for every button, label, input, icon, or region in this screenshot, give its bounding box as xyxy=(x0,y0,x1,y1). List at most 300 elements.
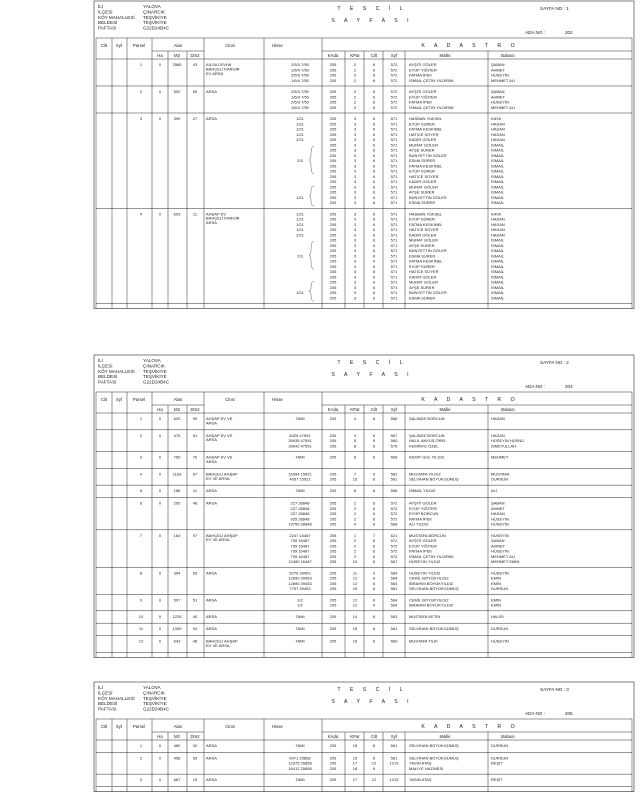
sayfa-value: 571 xyxy=(390,152,398,158)
baba-name: İSMAİL xyxy=(491,189,505,195)
owner-line xyxy=(296,217,505,222)
kpar-value: 15 xyxy=(352,476,358,482)
hisse-value: TAMI xyxy=(295,743,305,748)
malik-name: FATMA İPEK xyxy=(409,548,433,554)
hisse-value: 2/21 xyxy=(296,232,304,238)
parsel-number: 9 xyxy=(139,597,143,603)
malik-name: AYŞİTİ GÖLER xyxy=(409,62,437,67)
col-parsel: Parsel xyxy=(132,724,146,729)
owner-line xyxy=(330,174,505,179)
kada-value: 205 xyxy=(329,163,337,169)
sayfa-value: 572 xyxy=(390,538,398,544)
malik-name: AYŞİTİ GÖLER xyxy=(409,500,437,506)
malik-name: FATMA KESKİNEL xyxy=(409,221,443,227)
page-number: SAYFA NO : 2 xyxy=(540,360,569,365)
alan-dm2: 53 xyxy=(192,570,198,576)
malik-name: EYÜP YİĞİTER xyxy=(409,94,437,100)
cinsi-text: ARSA xyxy=(206,597,217,603)
baba-name: DURSUN xyxy=(491,755,509,761)
alan-ha: 0 xyxy=(158,532,162,538)
malik-name: FATMA İPEK xyxy=(409,72,433,78)
page-number: SAYFA NO : 1 xyxy=(540,6,569,11)
cilt-value: 6 xyxy=(372,137,376,142)
alan-ha: 0 xyxy=(158,62,162,67)
kada-value: 205 xyxy=(329,274,337,280)
cilt-value: 6 xyxy=(372,242,376,248)
baba-name: HÜSEYİN xyxy=(491,532,509,538)
parsel-number: 2 xyxy=(139,432,143,438)
sayfa-value: 572 xyxy=(390,505,398,511)
owner-line xyxy=(330,280,505,285)
kpar-value: 3 xyxy=(353,179,357,184)
cilt-value: 6 xyxy=(372,279,376,285)
malik-name: AYŞİTİ GÖLER xyxy=(409,89,437,94)
owner-line xyxy=(288,443,516,448)
alan-m2: 1226 xyxy=(172,613,182,619)
owner-line xyxy=(330,259,505,264)
kada-value: 205 xyxy=(329,142,337,148)
cilt-value: 6 xyxy=(372,755,376,761)
baba-name: İSMAİL xyxy=(491,248,505,253)
col-kpar: KPar xyxy=(350,734,360,739)
col-m2: M2 xyxy=(174,407,180,412)
owner-line xyxy=(291,511,505,516)
kpar-value: 3 xyxy=(353,142,357,148)
baba-name: İSMAİL xyxy=(491,242,505,248)
owner-line xyxy=(296,195,505,200)
kpar-value: 4 xyxy=(353,432,357,438)
cilt-value: 6 xyxy=(372,559,376,565)
kada-value: 205 xyxy=(329,72,337,78)
cilt-value: 6 xyxy=(372,553,376,559)
hisse-value: 12975 25858 xyxy=(288,760,312,766)
table-row xyxy=(139,639,509,648)
header-label: PAFTASI xyxy=(98,25,117,31)
owner-line xyxy=(295,416,505,421)
baba-name: ALİ xyxy=(491,488,498,494)
sayfa-value: 1219 xyxy=(389,777,399,783)
owner-line xyxy=(296,132,505,137)
alan-dm2: 43 xyxy=(192,62,198,67)
kada-value: 205 xyxy=(329,258,337,264)
sayfa-value: 575 xyxy=(390,443,398,449)
alan-dm2: 40 xyxy=(192,613,198,619)
table-row xyxy=(140,488,497,493)
baba-name: EMİN xyxy=(491,580,501,586)
cilt-value: 6 xyxy=(372,613,376,619)
owner-line xyxy=(297,253,505,258)
owner-line xyxy=(330,169,505,174)
col-malik: Maliki xyxy=(439,53,451,58)
baba-name: İSMAİL xyxy=(491,142,505,148)
cilt-value: 6 xyxy=(372,580,376,586)
parsel-number: 1 xyxy=(139,62,143,67)
alan-m2: 667 xyxy=(173,777,181,783)
alan-dm2: 11 xyxy=(192,488,198,494)
table-row xyxy=(140,211,505,301)
baba-name: HALİSİ xyxy=(491,613,504,619)
grouping-brace xyxy=(309,241,314,269)
malik-name: SELVİHAN BÖYÜKGÜMÜŞ xyxy=(409,743,459,748)
sayfa-value: 571 xyxy=(390,237,398,243)
baba-name: EMİN xyxy=(491,575,501,581)
malik-name: İSMAİL ÇETİN YILDIRIM xyxy=(409,104,454,110)
ada-label: ADA NO : xyxy=(525,711,545,716)
cilt-value: 6 xyxy=(372,126,376,132)
cilt-value: 12 xyxy=(371,760,377,766)
baba-name: HÜSEYİN HÜSNÜ xyxy=(491,438,525,444)
header-label: İLİ xyxy=(98,358,104,363)
hisse-value: 1/6/4 7/50 xyxy=(291,77,309,83)
baba-name: AHMET xyxy=(491,505,505,511)
alan-ha: 0 xyxy=(158,432,162,438)
header-value: TEŞVİKİYE xyxy=(143,368,167,374)
hisse-value: 1/21 xyxy=(296,227,304,232)
header-label: PAFTASI xyxy=(98,379,117,385)
cilt-value: 6 xyxy=(372,232,376,238)
sayfa-value: 572 xyxy=(390,500,398,506)
sayfa-value: 572 xyxy=(390,104,398,110)
hisse-value: 2/5/3 7/50 xyxy=(291,89,309,94)
owner-line xyxy=(288,438,524,443)
kada-value: 205 xyxy=(329,62,337,67)
cilt-value: 12 xyxy=(371,777,377,783)
hisse-value: 2247 16487 xyxy=(289,532,311,538)
cilt-value: 6 xyxy=(372,295,376,301)
cilt-value: 6 xyxy=(372,269,376,274)
kpar-value: 6 xyxy=(353,454,357,460)
hisse-value: 1/21 xyxy=(296,211,304,217)
hisse-value: 5276 39453 xyxy=(289,570,311,576)
kpar-value: 3 xyxy=(353,290,357,295)
kpar-value: 15 xyxy=(352,755,358,761)
baba-name: KAYA xyxy=(491,116,502,121)
cilt-value: 6 xyxy=(372,538,376,544)
baba-name: HASAN xyxy=(491,511,505,517)
sayfa-value: 572 xyxy=(390,67,398,73)
kada-value: 205 xyxy=(329,248,337,253)
malik-name: BÜNYETTİN GÖLER xyxy=(409,194,447,200)
baba-name: REŞİT xyxy=(491,760,503,766)
kpar-value: 3 xyxy=(353,126,357,132)
cilt-value: 6 xyxy=(372,131,376,137)
cinsi-text: ARSA xyxy=(206,743,217,748)
table-row xyxy=(140,433,524,449)
baba-name: ŞABAN xyxy=(491,538,505,544)
baba-name: İSMAİL xyxy=(491,290,505,295)
kada-value: 205 xyxy=(329,121,337,127)
kpar-value: 15 xyxy=(352,743,358,748)
hisse-value: 26935 47591 xyxy=(288,438,312,444)
hisse-value: 1/6/4 7/50 xyxy=(291,104,309,110)
cilt-value: 6 xyxy=(372,121,376,127)
kada-value: 205 xyxy=(329,237,337,243)
sayfa-value: 564 xyxy=(390,580,398,586)
kpar-value: 2 xyxy=(353,548,357,554)
malik-name: HATİCE SOYER xyxy=(409,227,439,232)
cilt-value: 6 xyxy=(372,189,376,195)
owner-line xyxy=(289,570,508,575)
register-subtitle: S A Y F A S I xyxy=(331,18,413,24)
baba-name: DURSUN xyxy=(491,586,509,592)
sayfa-value: 560 xyxy=(390,438,398,444)
col-cilt2: Cilt xyxy=(370,407,378,412)
kpar-value: 3 xyxy=(353,147,357,153)
alan-m2: 620 xyxy=(173,416,181,421)
alan-dm2: 11 xyxy=(192,211,198,217)
sayfa-value: 571 xyxy=(390,248,398,253)
col-baba: Babası xyxy=(501,734,515,739)
alan-m2: 394 xyxy=(173,570,181,576)
kada-value: 205 xyxy=(329,760,337,766)
kpar-value: 2 xyxy=(353,516,357,522)
cilt-value: 6 xyxy=(372,505,376,511)
hisse-value: TAMI xyxy=(295,613,305,619)
kada-value: 205 xyxy=(329,511,337,517)
cilt-value: 6 xyxy=(372,488,376,494)
hisse-value: 2/5/3 7/50 xyxy=(291,99,309,105)
cilt-value: 6 xyxy=(372,521,376,527)
hisse-value: 4057 15921 xyxy=(289,476,311,482)
header-label: KÖY MAHALLESİ xyxy=(98,14,135,20)
hisse-value: 6471 25858 xyxy=(289,755,311,761)
kpar-value: 12 xyxy=(352,575,358,581)
cinsi-text: ARSA xyxy=(206,488,217,494)
kada-value: 205 xyxy=(329,532,337,538)
register-title: T E S C İ L xyxy=(337,6,407,12)
parsel-number: 3 xyxy=(139,454,143,460)
kada-value: 205 xyxy=(329,173,337,179)
kpar-value: 17 xyxy=(352,760,358,766)
table-row xyxy=(139,614,504,619)
cilt-value: 6 xyxy=(372,263,376,269)
sayfa-value: 572 xyxy=(390,553,398,559)
malik-name: İBRAHİM BÖYÜKYILDIZ xyxy=(409,602,454,608)
baba-name: MEHMET EMİN xyxy=(491,559,520,565)
malik-name: ESMA SÜRER xyxy=(409,253,436,259)
cilt-value: 6 xyxy=(372,163,376,169)
alan-dm2: 99 xyxy=(192,416,198,421)
baba-name: HASAN xyxy=(491,126,505,132)
cilt-value: 6 xyxy=(372,62,376,67)
hisse-value: 227 28848 xyxy=(290,500,310,506)
baba-name: İSMAİL xyxy=(491,269,505,274)
col-sayfa2: Syf xyxy=(390,53,398,58)
owner-line xyxy=(291,549,509,554)
owner-line xyxy=(296,290,505,295)
kpar-value: 2 xyxy=(353,94,357,100)
kpar-value: 3 xyxy=(353,227,357,232)
ada-number: 202 xyxy=(565,30,573,35)
malik-name: SELVİHAN BÖYÜKGÜMÜŞ xyxy=(409,476,459,482)
hisse-value: 739 16487 xyxy=(290,543,310,549)
hisse-value: 1/2 xyxy=(297,597,303,603)
sayfa-value: 561 xyxy=(390,476,398,482)
owner-line xyxy=(296,116,501,121)
cilt-value: 9 xyxy=(372,765,376,771)
kada-value: 205 xyxy=(329,471,337,477)
cinsi-text: ARSA xyxy=(206,626,217,632)
malik-name: MUSTAFA KETİN xyxy=(409,613,441,619)
cilt-value: 6 xyxy=(372,575,376,581)
hisse-value: 2/3 xyxy=(297,158,303,163)
baba-name: İSMAİL xyxy=(491,147,505,153)
baba-name: İSMAİL xyxy=(491,274,505,280)
sayfa-value: 571 xyxy=(390,158,398,163)
sayfa-value: 571 xyxy=(390,137,398,142)
kpar-value: 3 xyxy=(353,163,357,169)
cilt-value: 6 xyxy=(372,179,376,184)
hisse-value: 1/21 xyxy=(296,116,304,121)
kada-value: 205 xyxy=(329,221,337,227)
baba-name: İSMAİL xyxy=(491,173,505,179)
malik-name: ŞALİNDE BORCUN xyxy=(409,432,445,438)
sayfa-value: 571 xyxy=(390,142,398,148)
sayfa-value: 556 xyxy=(390,488,398,494)
cinsi-text: ARSA xyxy=(206,89,217,94)
baba-name: HÜSEYİN xyxy=(491,548,509,554)
cilt-value: 6 xyxy=(372,516,376,522)
kpar-value: 14 xyxy=(352,613,358,619)
alan-ha: 0 xyxy=(158,570,162,576)
sayfa-value: 568 xyxy=(390,454,398,460)
owner-line xyxy=(289,433,504,438)
malik-name: İSMAİL YILDIZ xyxy=(409,488,436,494)
owner-line xyxy=(289,533,508,538)
malik-name: AYŞE SÜRER xyxy=(409,189,435,195)
cilt-value: 6 xyxy=(372,99,376,105)
sayfa-value: 560 xyxy=(390,638,398,644)
col-hisse: Hisse xyxy=(272,724,283,729)
sayfa-value: 571 xyxy=(390,274,398,280)
kada-value: 205 xyxy=(329,626,337,632)
hisse-value: 1/21 xyxy=(296,126,304,132)
malik-name: SELVİHAN BÖYÜKGÜMÜŞ xyxy=(409,626,459,632)
kpar-value: 2 xyxy=(353,553,357,559)
cilt-value: 6 xyxy=(372,227,376,232)
cilt-value: 6 xyxy=(372,500,376,506)
baba-name: İSMAİL xyxy=(491,163,505,169)
alan-dm2: 48 xyxy=(192,638,198,644)
kpar-value: 3 xyxy=(353,253,357,259)
kpar-value: 3 xyxy=(353,232,357,238)
kada-value: 205 xyxy=(329,500,337,506)
ada-number: 205 xyxy=(565,711,573,716)
sayfa-value: 571 xyxy=(390,232,398,238)
kada-value: 205 xyxy=(329,505,337,511)
cinsi-text: BAHÇELİ AHŞAP EV VE ARSA xyxy=(206,638,238,648)
kada-value: 205 xyxy=(329,242,337,248)
kpar-value: 2 xyxy=(353,505,357,511)
cilt-value: 7 xyxy=(372,532,376,538)
kpar-value: 16 xyxy=(352,638,358,644)
baba-name: HASAN xyxy=(491,232,505,238)
kpar-value: 3 xyxy=(353,263,357,269)
header-label: İLİ xyxy=(98,4,104,9)
malik-name: AYŞİTİ GÖLER xyxy=(409,538,437,544)
malik-name: KEMİT GÖL YILDIZ xyxy=(409,454,445,460)
cilt-value: 6 xyxy=(372,274,376,280)
baba-name: İSMAİL xyxy=(491,179,505,184)
sayfa-value: 561 xyxy=(390,743,398,748)
sayfa-value: 568 xyxy=(390,521,398,527)
cilt-value: 6 xyxy=(372,147,376,153)
kpar-value: 8 xyxy=(353,443,357,449)
baba-name: HÜSEYİN xyxy=(491,99,509,105)
header-label: BELDESİ xyxy=(98,20,118,26)
col-hisse: Hisse xyxy=(272,397,283,402)
kpar-value: 2 xyxy=(353,511,357,517)
owner-line xyxy=(295,455,509,460)
baba-name: İSMAİL xyxy=(491,253,505,259)
sayfa-value: 571 xyxy=(390,279,398,285)
malik-name: BÜNYETTİN GÖLER xyxy=(409,152,447,158)
kpar-value: 3 xyxy=(353,274,357,280)
kada-value: 205 xyxy=(329,269,337,274)
baba-name: ŞABAN xyxy=(491,62,505,67)
table-row xyxy=(140,116,505,206)
alan-m2: 186 xyxy=(173,488,181,494)
kpar-value: 9 xyxy=(353,521,357,527)
col-cilt: Cilt xyxy=(100,43,108,48)
baba-name: AHMET xyxy=(491,67,505,73)
col-m2: M2 xyxy=(174,734,180,739)
col-kadastro: K A D A S T R O xyxy=(421,724,519,730)
kada-value: 205 xyxy=(329,99,337,105)
kada-value: 205 xyxy=(329,77,337,83)
baba-name: ŞABAN xyxy=(491,89,505,94)
cinsi-text: AİLSA LEVHA BAHÇELİ KARGİR EV ARSA xyxy=(206,62,240,76)
alan-m2: 460 xyxy=(173,743,181,748)
col-kadastro: K A D A S T R O xyxy=(421,43,519,49)
kpar-value: 12 xyxy=(352,580,358,586)
col-alan: Alan xyxy=(173,397,183,402)
alan-dm2: 42 xyxy=(192,743,198,748)
hisse-value: TAMI xyxy=(295,416,305,421)
grouping-brace xyxy=(309,281,314,301)
hisse-value: 227 28848 xyxy=(290,505,310,511)
alan-m2: 399 xyxy=(173,116,181,121)
kada-value: 205 xyxy=(329,638,337,644)
kada-value: 205 xyxy=(329,443,337,449)
owner-line xyxy=(330,248,505,253)
sayfa-value: 564 xyxy=(390,597,398,603)
parsel-number: 11 xyxy=(138,626,144,632)
col-alan: Alan xyxy=(173,724,183,729)
sayfa-value: 571 xyxy=(390,116,398,121)
table-grid xyxy=(96,38,632,309)
cilt-value: 6 xyxy=(372,248,376,253)
cinsi-text: ARSA xyxy=(206,777,217,783)
cilt-value: 6 xyxy=(372,194,376,200)
alan-dm2: 48 xyxy=(192,500,198,506)
header-label: İLÇESİ xyxy=(98,690,113,696)
table-row xyxy=(140,597,501,607)
kpar-value: 3 xyxy=(353,258,357,264)
kada-value: 205 xyxy=(329,416,337,421)
header-label: KÖY MAHALLESİ xyxy=(98,695,135,701)
owner-line xyxy=(330,200,505,205)
hisse-value: 1/21 xyxy=(296,221,304,227)
header-label: BELDESİ xyxy=(98,701,118,707)
owner-line xyxy=(330,274,505,279)
owner-line xyxy=(296,227,505,232)
kpar-value: 11 xyxy=(352,570,358,576)
alan-m2: 458 xyxy=(173,755,181,761)
hisse-value: 1/2 xyxy=(297,602,303,608)
malik-name: MUSTAFA BORCUN xyxy=(409,532,446,538)
col-malik: Maliki xyxy=(439,407,451,412)
